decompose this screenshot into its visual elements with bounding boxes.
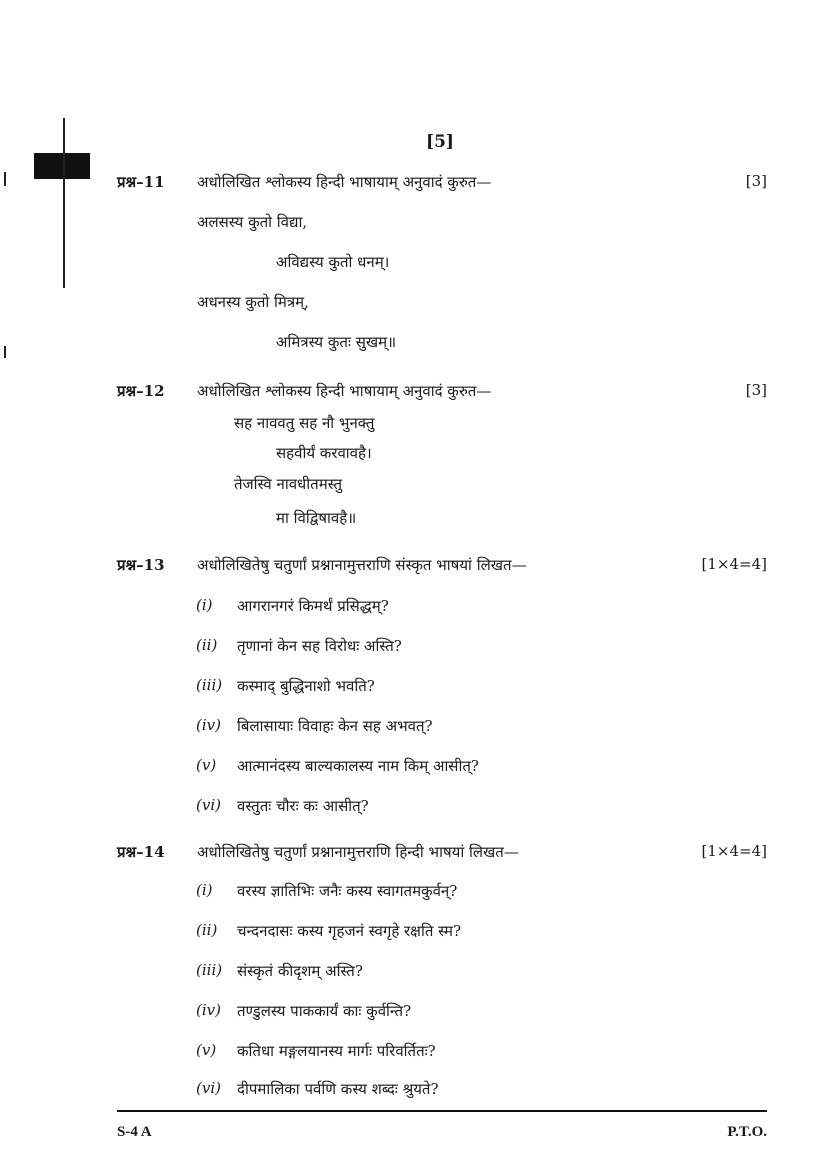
item-number: (i) — [196, 596, 213, 614]
question-12-marks: [3] — [745, 381, 767, 399]
verse-line: अविद्यस्य कुतो धनम्। — [276, 253, 390, 271]
page-number: [5] — [426, 132, 454, 152]
verse-line: मा विद्विषावहै॥ — [276, 509, 357, 527]
question-13-label: प्रश्न–13 — [117, 556, 165, 574]
item-text: आगरानगरं किमर्थं प्रसिद्धम्? — [237, 597, 389, 615]
verse-line: अमित्रस्य कुतः सुखम्॥ — [276, 333, 397, 351]
item-number: (vi) — [196, 1079, 221, 1097]
item-number: (iii) — [196, 961, 223, 979]
verse-line: सह नाववतु सह नौ भुनक्तु — [234, 414, 375, 432]
question-11-label: प्रश्न–11 — [117, 173, 165, 191]
scan-mark — [34, 153, 90, 179]
verse-line: अलसस्य कुतो विद्या, — [197, 213, 308, 231]
item-text: तण्डुलस्य पाककार्यं काः कुर्वन्ति? — [237, 1002, 412, 1020]
item-number: (iii) — [196, 676, 223, 694]
question-14-marks: [1×4=4] — [701, 842, 767, 860]
item-text: तृणानां केन सह विरोधः अस्ति? — [237, 637, 402, 655]
item-number: (v) — [196, 756, 217, 774]
item-number: (ii) — [196, 921, 218, 939]
footer-divider — [117, 1110, 767, 1112]
question-12-text: अधोलिखित श्लोकस्य हिन्दी भाषायाम् अनुवादं कुरुत— — [197, 382, 492, 400]
item-text: कतिधा मङ्गलयानस्य मार्गः परिवर्तितः? — [237, 1042, 436, 1060]
item-text: बिलासायाः विवाहः केन सह अभवत्? — [237, 717, 433, 735]
item-number: (iv) — [196, 716, 221, 734]
question-11-text: अधोलिखित श्लोकस्य हिन्दी भाषायाम् अनुवादं कुरुत— — [197, 173, 492, 191]
scan-line — [4, 346, 6, 358]
question-12-label: प्रश्न–12 — [117, 382, 165, 400]
item-number: (iv) — [196, 1001, 221, 1019]
item-text: संस्कृतं कीदृशम् अस्ति? — [237, 962, 363, 980]
item-number: (v) — [196, 1041, 217, 1059]
item-number: (vi) — [196, 796, 221, 814]
question-14-label: प्रश्न–14 — [117, 843, 165, 861]
item-number: (ii) — [196, 636, 218, 654]
item-text: दीपमालिका पर्वणि कस्य शब्दः श्रुयते? — [237, 1080, 439, 1098]
question-14-text: अधोलिखितेषु चतुर्णां प्रश्नानामुत्तराणि हिन्दी भाषयां लिखत— — [197, 843, 519, 861]
pto-label: P.T.O. — [727, 1124, 767, 1140]
item-text: कस्माद् बुद्धिनाशो भवति? — [237, 677, 375, 695]
scan-line — [4, 172, 6, 186]
verse-line: तेजस्वि नावधीतमस्तु — [234, 475, 343, 493]
item-text: चन्दनदासः कस्य गृहजनं स्वगृहे रक्षति स्म? — [237, 922, 461, 940]
verse-line: अधनस्य कुतो मित्रम्, — [197, 293, 309, 311]
item-text: आत्मानंदस्य बाल्यकालस्य नाम किम् आसीत्? — [237, 757, 479, 775]
item-number: (i) — [196, 881, 213, 899]
question-13-text: अधोलिखितेषु चतुर्णां प्रश्नानामुत्तराणि संस्कृत भाषयां लिखत— — [197, 556, 527, 574]
item-text: वरस्य ज्ञातिभिः जनैः कस्य स्वागतमकुर्वन्? — [237, 882, 458, 900]
question-13-marks: [1×4=4] — [701, 555, 767, 573]
question-11-marks: [3] — [745, 172, 767, 190]
item-text: वस्तुतः चौरः कः आसीत्? — [237, 797, 369, 815]
verse-line: सहवीर्यं करवावहै। — [276, 444, 372, 462]
paper-code: S-4 A — [117, 1124, 152, 1140]
